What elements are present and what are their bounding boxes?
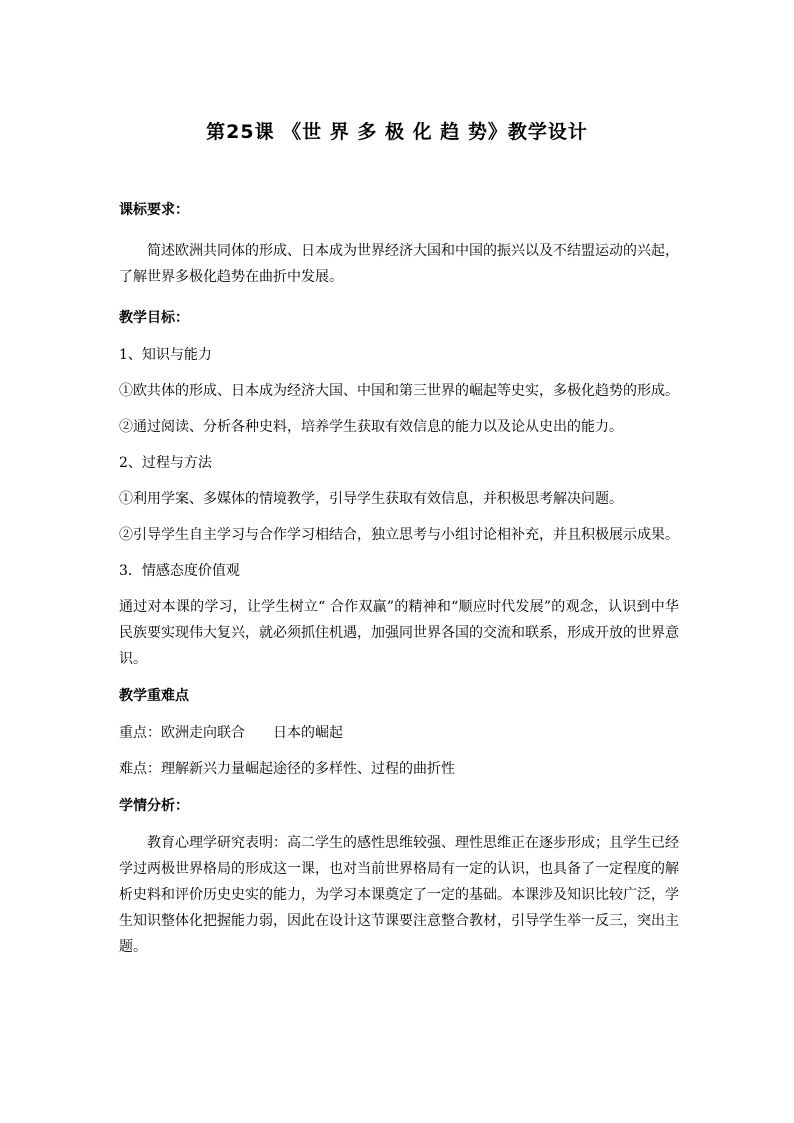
heading-learners: 学情分析：	[119, 798, 189, 814]
keypoint-difficult: 难点：理解新兴力量崛起途径的多样性、过程的曲折性	[119, 761, 455, 777]
objective-process-heading: 2、过程与方法	[119, 455, 212, 471]
heading-curriculum: 课标要求：	[119, 202, 189, 218]
page-title: 第25课 《世 界 多 极 化 趋 势》教学设计	[206, 121, 588, 143]
learners-text: 教育心理学研究表明：高二学生的感性思维较强、理性思维正在逐步形成；且学生已经学过两极世界格局的形成这一课，也对当前世界格局有一定的认识，也具备了一定程度的解析史料和评价历史史实的能力，为学习本课奠定了一定的基础。本课涉及知识比较广泛，学生知识整体化把握能力弱，因此在设计这节课要注意整合教材，引导学生举一反三，突出主题。	[119, 835, 679, 955]
document-body	[119, 200, 679, 960]
objective-process-2: ②引导学生自主学习与合作学习相结合，独立思考与小组讨论相补充，并且积极展示成果。	[119, 527, 679, 543]
objective-knowledge-1: ①欧共体的形成、日本成为经济大国、中国和第三世界的崛起等史实，多极化趋势的形成。	[119, 383, 679, 399]
objective-emotion-heading: 3．情感态度价值观	[119, 563, 240, 579]
objective-process-1: ①利用学案、多媒体的情境教学，引导学生获取有效信息，并积极思考解决问题。	[119, 491, 623, 507]
keypoint-key: 重点：欧洲走向联合 日本的崛起	[119, 725, 343, 741]
heading-keypoints: 教学重难点	[119, 688, 189, 704]
objective-emotion-1: 通过对本课的学习，让学生树立“ 合作双赢”的精神和“顺应时代发展”的观念，认识到中华民族要实现伟大复兴，就必须抓住机遇，加强同世界各国的交流和联系，形成开放的世界意识。	[119, 599, 679, 667]
objective-knowledge-heading: 1、知识与能力	[119, 347, 212, 363]
objective-knowledge-2: ②通过阅读、分析各种史料，培养学生获取有效信息的能力以及论从史出的能力。	[119, 419, 623, 435]
heading-objectives: 教学目标：	[119, 310, 189, 326]
curriculum-text: 简述欧洲共同体的形成、日本成为世界经济大国和中国的振兴以及不结盟运动的兴起，了解世界多极化趋势在曲折中发展。	[119, 243, 679, 285]
